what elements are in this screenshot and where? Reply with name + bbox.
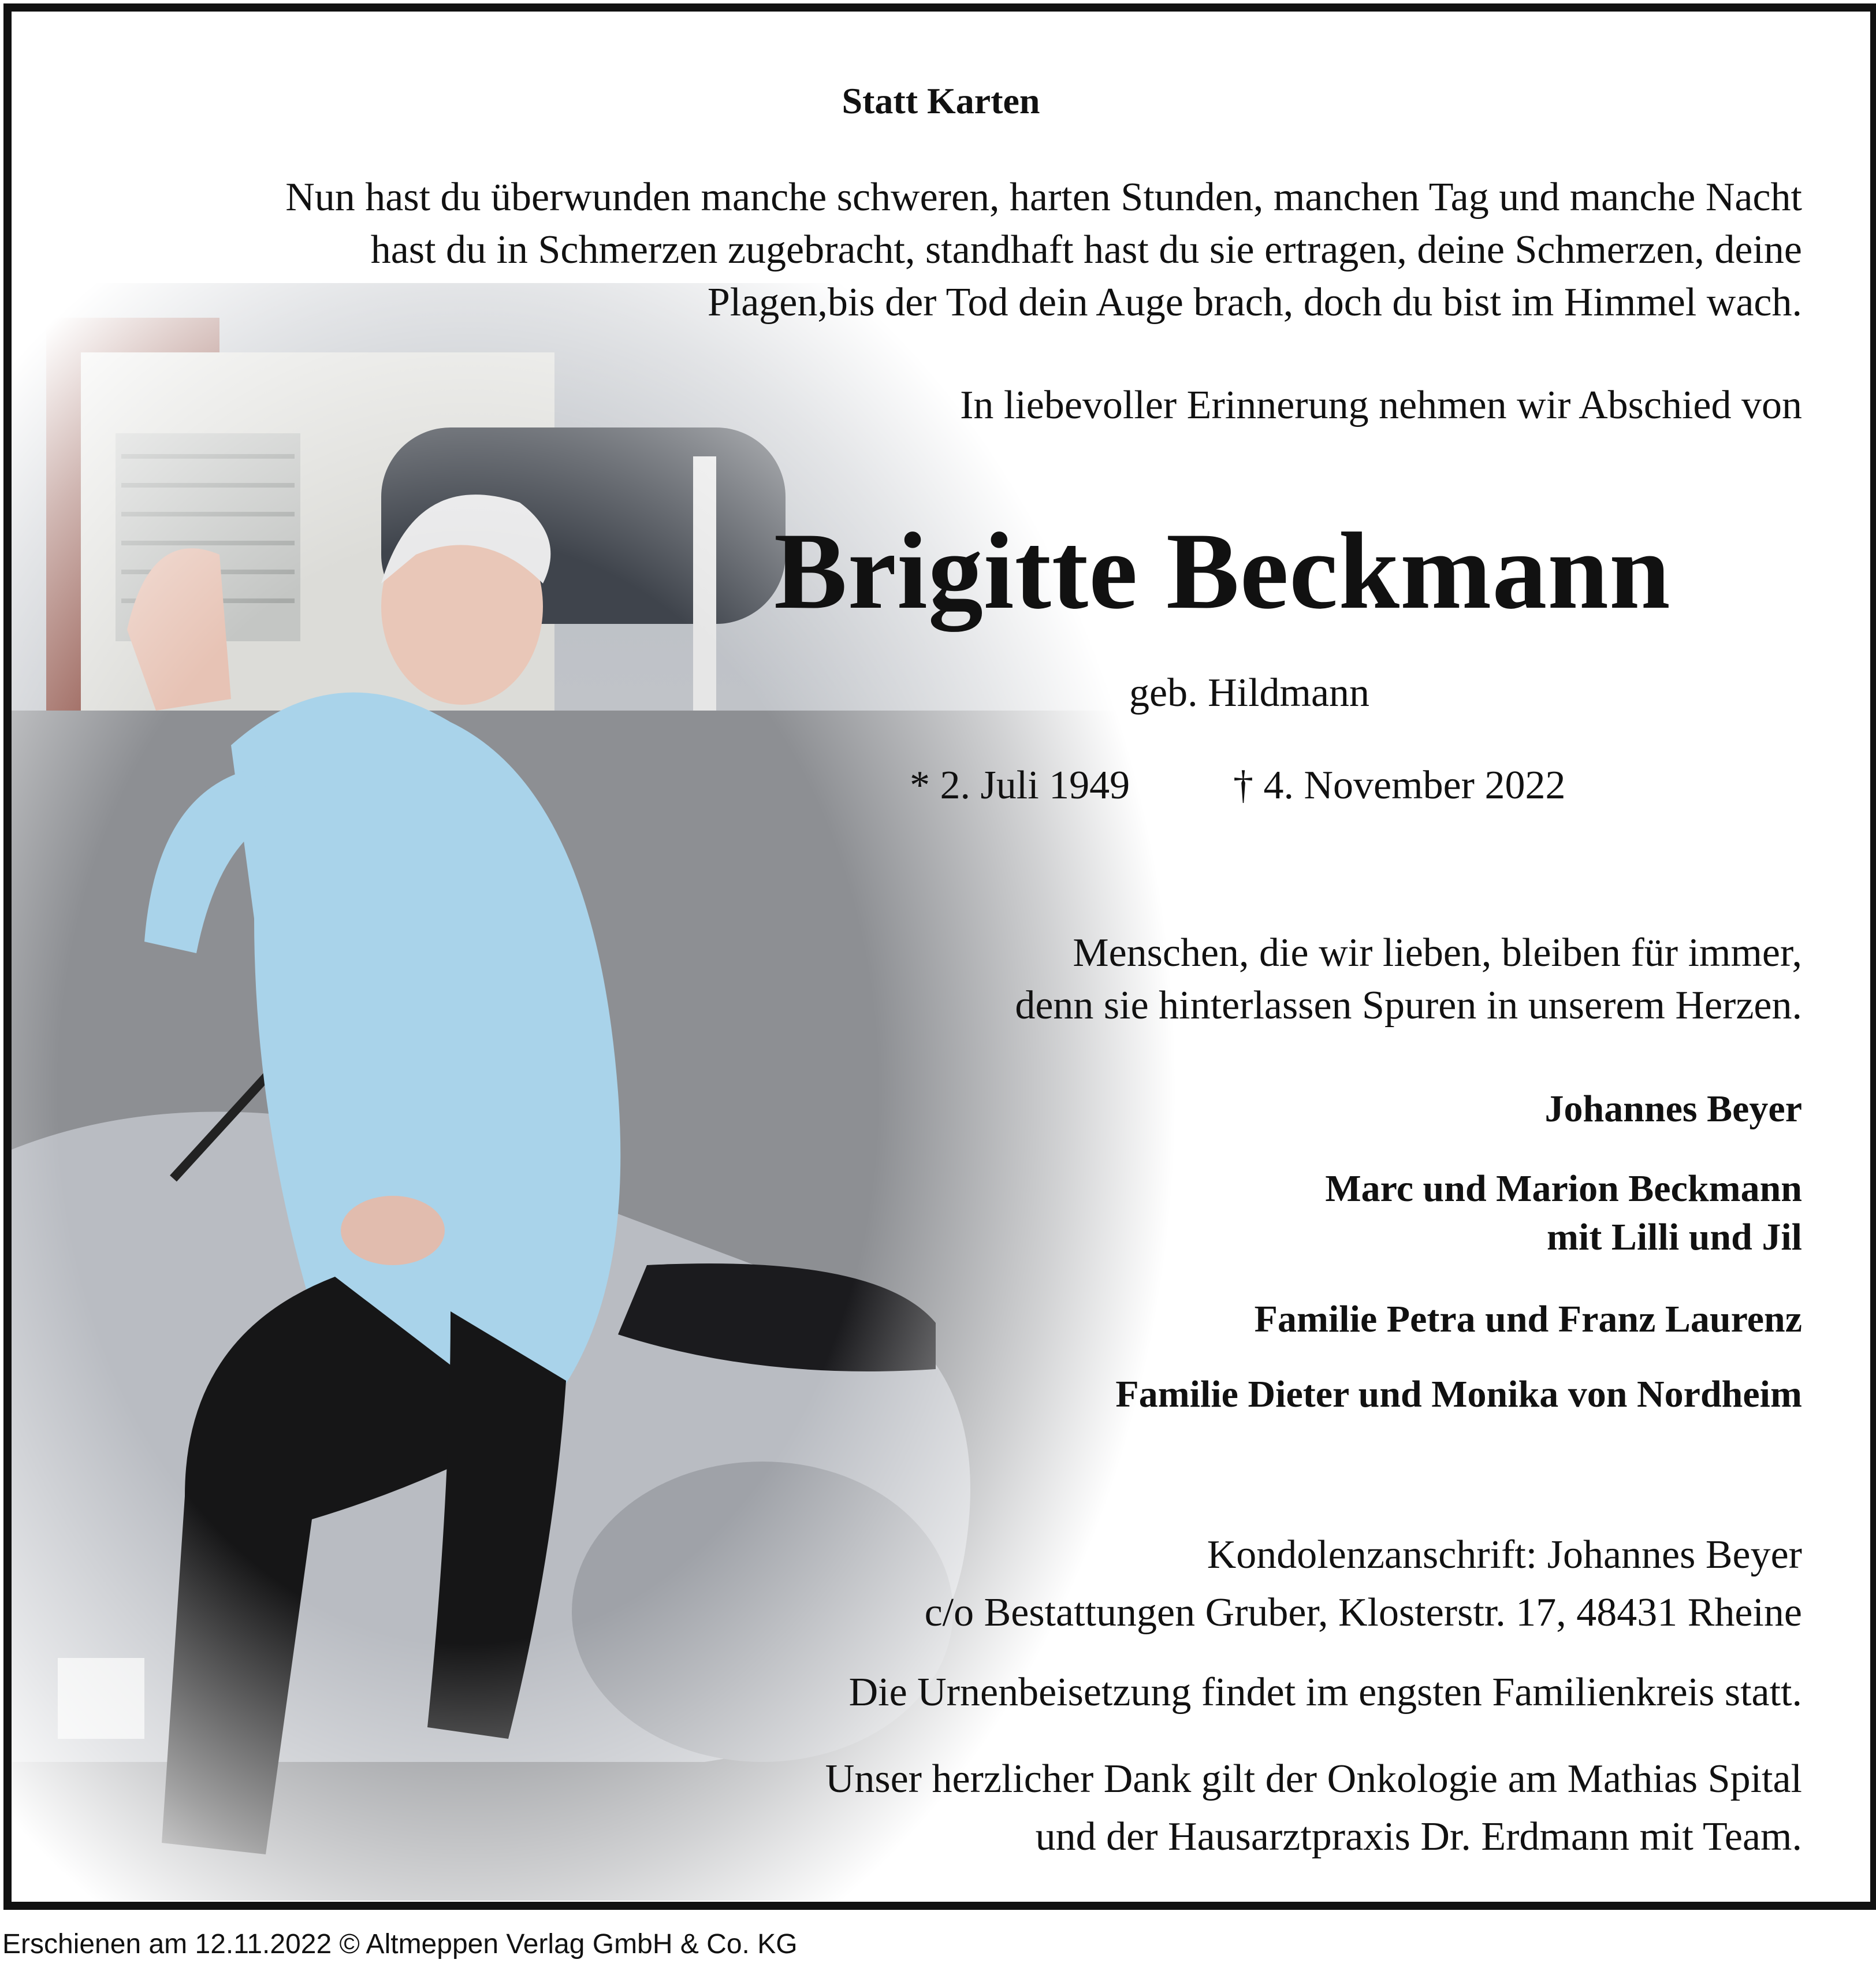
thanks-note xyxy=(825,1750,1802,1866)
intro-line: In liebevoller Erinnerung nehmen wir Abschied von xyxy=(960,383,1802,427)
deceased-name: Brigitte Beckmann xyxy=(774,511,1671,632)
mourner-line: Marc und Marion Beckmann xyxy=(1325,1168,1802,1210)
poem xyxy=(285,171,1802,329)
quote-line: denn sie hinterlassen Spuren in unserem Herzen. xyxy=(1015,983,1802,1028)
mourner-entry xyxy=(1115,1370,1802,1419)
obituary-frame xyxy=(3,3,1876,1910)
notice-heading: Statt Karten xyxy=(842,80,1040,121)
maiden-name: geb. Hildmann xyxy=(1129,671,1370,715)
thanks-line: Unser herzlicher Dank gilt der Onkologie am Mathias Spital xyxy=(825,1757,1802,1801)
mourner-entry xyxy=(1325,1165,1802,1262)
condolence-line: c/o Bestattungen Gruber, Klosterstr. 17, 48431 Rheine xyxy=(924,1590,1802,1635)
quote-line: Menschen, die wir lieben, bleiben für immer, xyxy=(1073,931,1802,975)
mourner-entry xyxy=(1545,1085,1803,1133)
poem-line: Nun hast du überwunden manche schweren, harten Stunden, manchen Tag und manche Nacht xyxy=(285,175,1802,220)
death-date: † 4. November 2022 xyxy=(1233,763,1566,808)
condolence-line: Kondolenzanschrift: Johannes Beyer xyxy=(1207,1533,1802,1577)
mourner-line: Johannes Beyer xyxy=(1544,1088,1802,1130)
condolence-address xyxy=(925,1526,1802,1642)
birth-date: * 2. Juli 1949 xyxy=(910,763,1130,808)
mourner-line: mit Lilli und Jil xyxy=(1547,1216,1802,1258)
poem-line: Plagen,bis der Tod dein Auge brach, doch du bist im Himmel wach. xyxy=(707,280,1802,325)
poem-line: hast du in Schmerzen zugebracht, standhaft hast du sie ertragen, deine Schmerzen, deine xyxy=(370,228,1802,272)
urn-burial-note: Die Urnenbeisetzung findet im engsten Familienkreis statt. xyxy=(848,1670,1802,1715)
memorial-quote xyxy=(1015,927,1802,1032)
thanks-line: und der Hausarztpraxis Dr. Erdmann mit Team. xyxy=(1035,1815,1802,1859)
publication-footer: Erschienen am 12.11.2022 © Altmeppen Verlag GmbH & Co. KG xyxy=(2,1929,798,1960)
mourner-line: Familie Petra und Franz Laurenz xyxy=(1254,1298,1802,1340)
mourner-entry xyxy=(1255,1295,1802,1344)
mourner-line: Familie Dieter und Monika von Nordheim xyxy=(1115,1373,1802,1415)
